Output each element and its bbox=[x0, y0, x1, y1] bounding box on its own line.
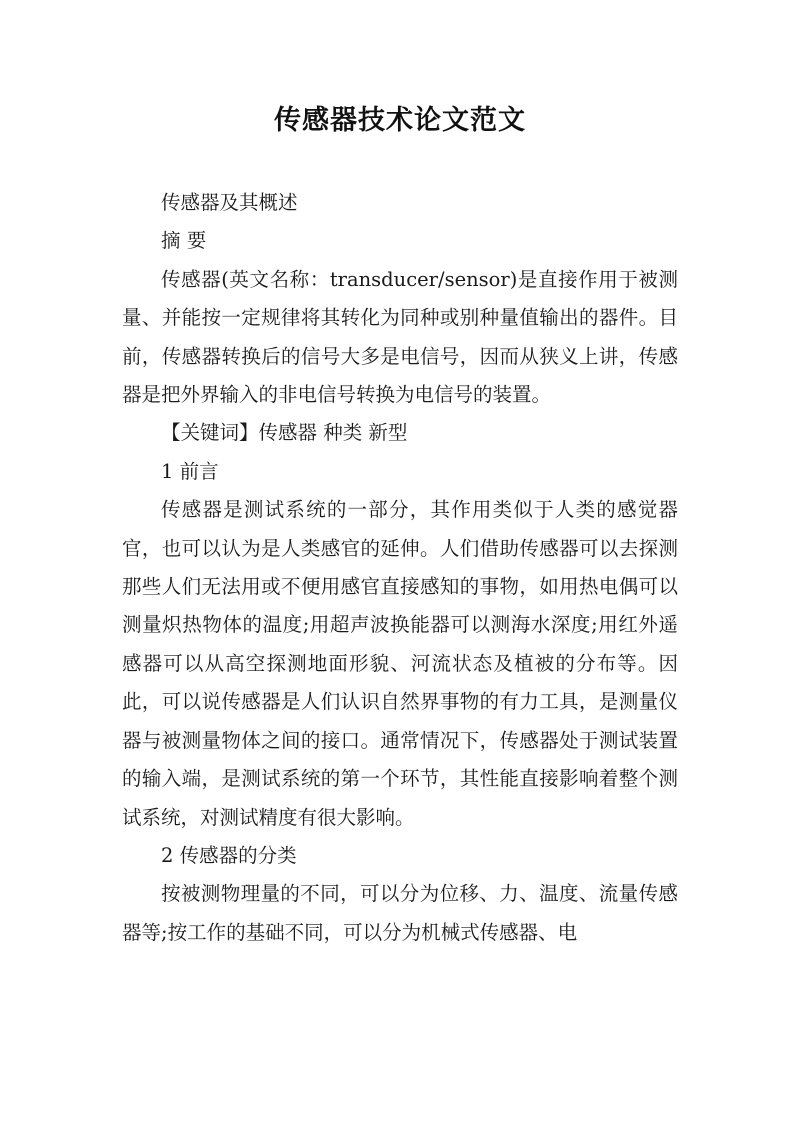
body-paragraph: 传感器是测试系统的一部分，其作用类似于人类的感觉器官，也可以认为是人类感官的延伸。人们借助传感器可以去探测那些人们无法用或不便用感官直接感知的事物，如用热电偶可以测量炽热物体的温度;用超声波换能器可以测海水深度;用红外遥感器可以从高空探测地面形貌、河流状态及植被的分布等。因此，可以说传感器是人们认识自然界事物的有力工具，是测量仪器与被测量物体之间的接口。通常情况下，传感器处于测试装置的输入端，是测试系统的第一个环节，其性能直接影响着整个测试系统，对测试精度有很大影响。 bbox=[122, 498, 678, 829]
keywords-line: 【关键词】传感器 种类 新型 bbox=[161, 421, 408, 445]
section-heading: 传感器及其概述 bbox=[161, 191, 298, 214]
abstract-paragraph: 传感器(英文名称：transducer/sensor)是直接作用于被测量、并能按一定规律将其转化为同种或别种量值输出的器件。目前，传感器转换后的信号大多是电信号，因而从狭义上讲，传感器是把外界输入的非电信号转换为电信号的装置。 bbox=[122, 267, 678, 407]
abstract-heading: 摘 要 bbox=[161, 229, 207, 253]
section-heading: 2 传感器的分类 bbox=[161, 843, 297, 867]
section-heading: 1 前言 bbox=[161, 459, 219, 483]
document-title: 传感器技术论文范文 bbox=[274, 105, 526, 136]
document-body bbox=[122, 184, 678, 952]
body-paragraph: 按被测物理量的不同，可以分为位移、力、温度、流量传感器等;按工作的基础不同，可以分为机械式传感器、电 bbox=[122, 882, 678, 944]
